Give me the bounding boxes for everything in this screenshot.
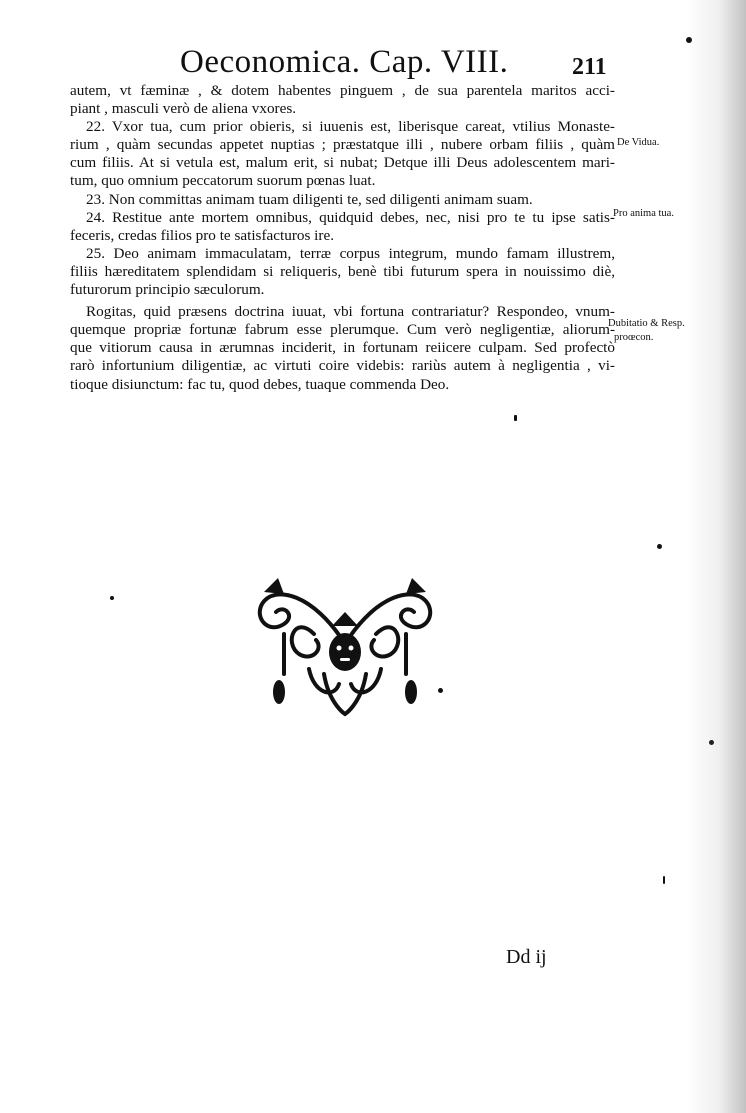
page-number: 211: [572, 54, 607, 80]
ink-speck: [663, 876, 665, 884]
text-line: piant , masculi verò de aliena vxores.: [70, 100, 297, 118]
ink-speck: [110, 596, 114, 600]
text-line: 25. Deo animam immaculatam, terræ corpus integrum, mundo famam illustrem,: [86, 244, 615, 262]
text-line: quemque propriæ fortunæ fabrum esse plerumque. Cum verò negligentiæ, aliorum-: [70, 321, 615, 339]
ink-speck: [657, 544, 662, 549]
text-line: Rogitas, quid præsens doctrina iuuat, vbi fortuna contrariatur? Respondeo, vnum-: [86, 303, 615, 321]
text-line: rium , quàm secundas appetet nuptias ; præstatque illi , nubere orbam filiis , quàm: [70, 136, 615, 154]
ink-speck: [438, 688, 443, 693]
text-line: feceris, credas filios pro te satisfacturos ire.: [70, 226, 334, 244]
text-line: tioque disiunctum: fac tu, quod debes, tuaque commenda Deo.: [70, 375, 450, 393]
text-line: 24. Restitue ante mortem omnibus, quidquid debes, nec, nisi pro te tu ipse satis-: [86, 208, 615, 226]
margin-note-prooecon: proœcon.: [614, 332, 654, 343]
tailpiece-ornament-icon: [254, 574, 436, 720]
text-line: futurorum principio sæculorum.: [70, 281, 265, 299]
page-edge-shadow: [686, 0, 746, 1113]
text-line: rarò infortunium diligentiæ, ac virtuti coire videbis: rariùs autem à negligentia , vi-: [70, 357, 615, 375]
text-line: autem, vt fæminæ , & dotem habentes pinguem , de sua parentela maritos acci-: [70, 82, 615, 99]
text-line: tum, quo omnium peccatorum suorum pœnas luat.: [70, 172, 376, 190]
margin-note-dubitatio: Dubitatio & Resp.: [608, 318, 685, 329]
ink-speck: [514, 415, 517, 421]
margin-note-anima: Pro anima tua.: [613, 208, 674, 219]
body-text: [70, 82, 615, 394]
text-line: cum filiis. At si vetula est, malum erit, si nubat; Detque illi Deus adolescentem mari-: [70, 154, 615, 172]
text-line: que vitiorum causa in ærumnas inciderit, in fortunam reiicere culpam. Sed profectò: [70, 339, 615, 357]
margin-note-vidua: De Vidua.: [617, 137, 660, 148]
text-line: 22. Vxor tua, cum prior obieris, si iuuenis est, liberisque careat, vtilius Monaste-: [86, 118, 615, 136]
text-line: 23. Non committas animam tuam diligenti te, sed diligenti animam suam.: [86, 190, 533, 208]
text-line: filiis hæreditatem splendidam si reliqueris, benè tibi futurum spera in nouissimo diè,: [70, 262, 615, 280]
signature-mark: Dd ij: [506, 946, 547, 968]
running-title: Oeconomica. Cap. VIII.: [180, 44, 509, 80]
